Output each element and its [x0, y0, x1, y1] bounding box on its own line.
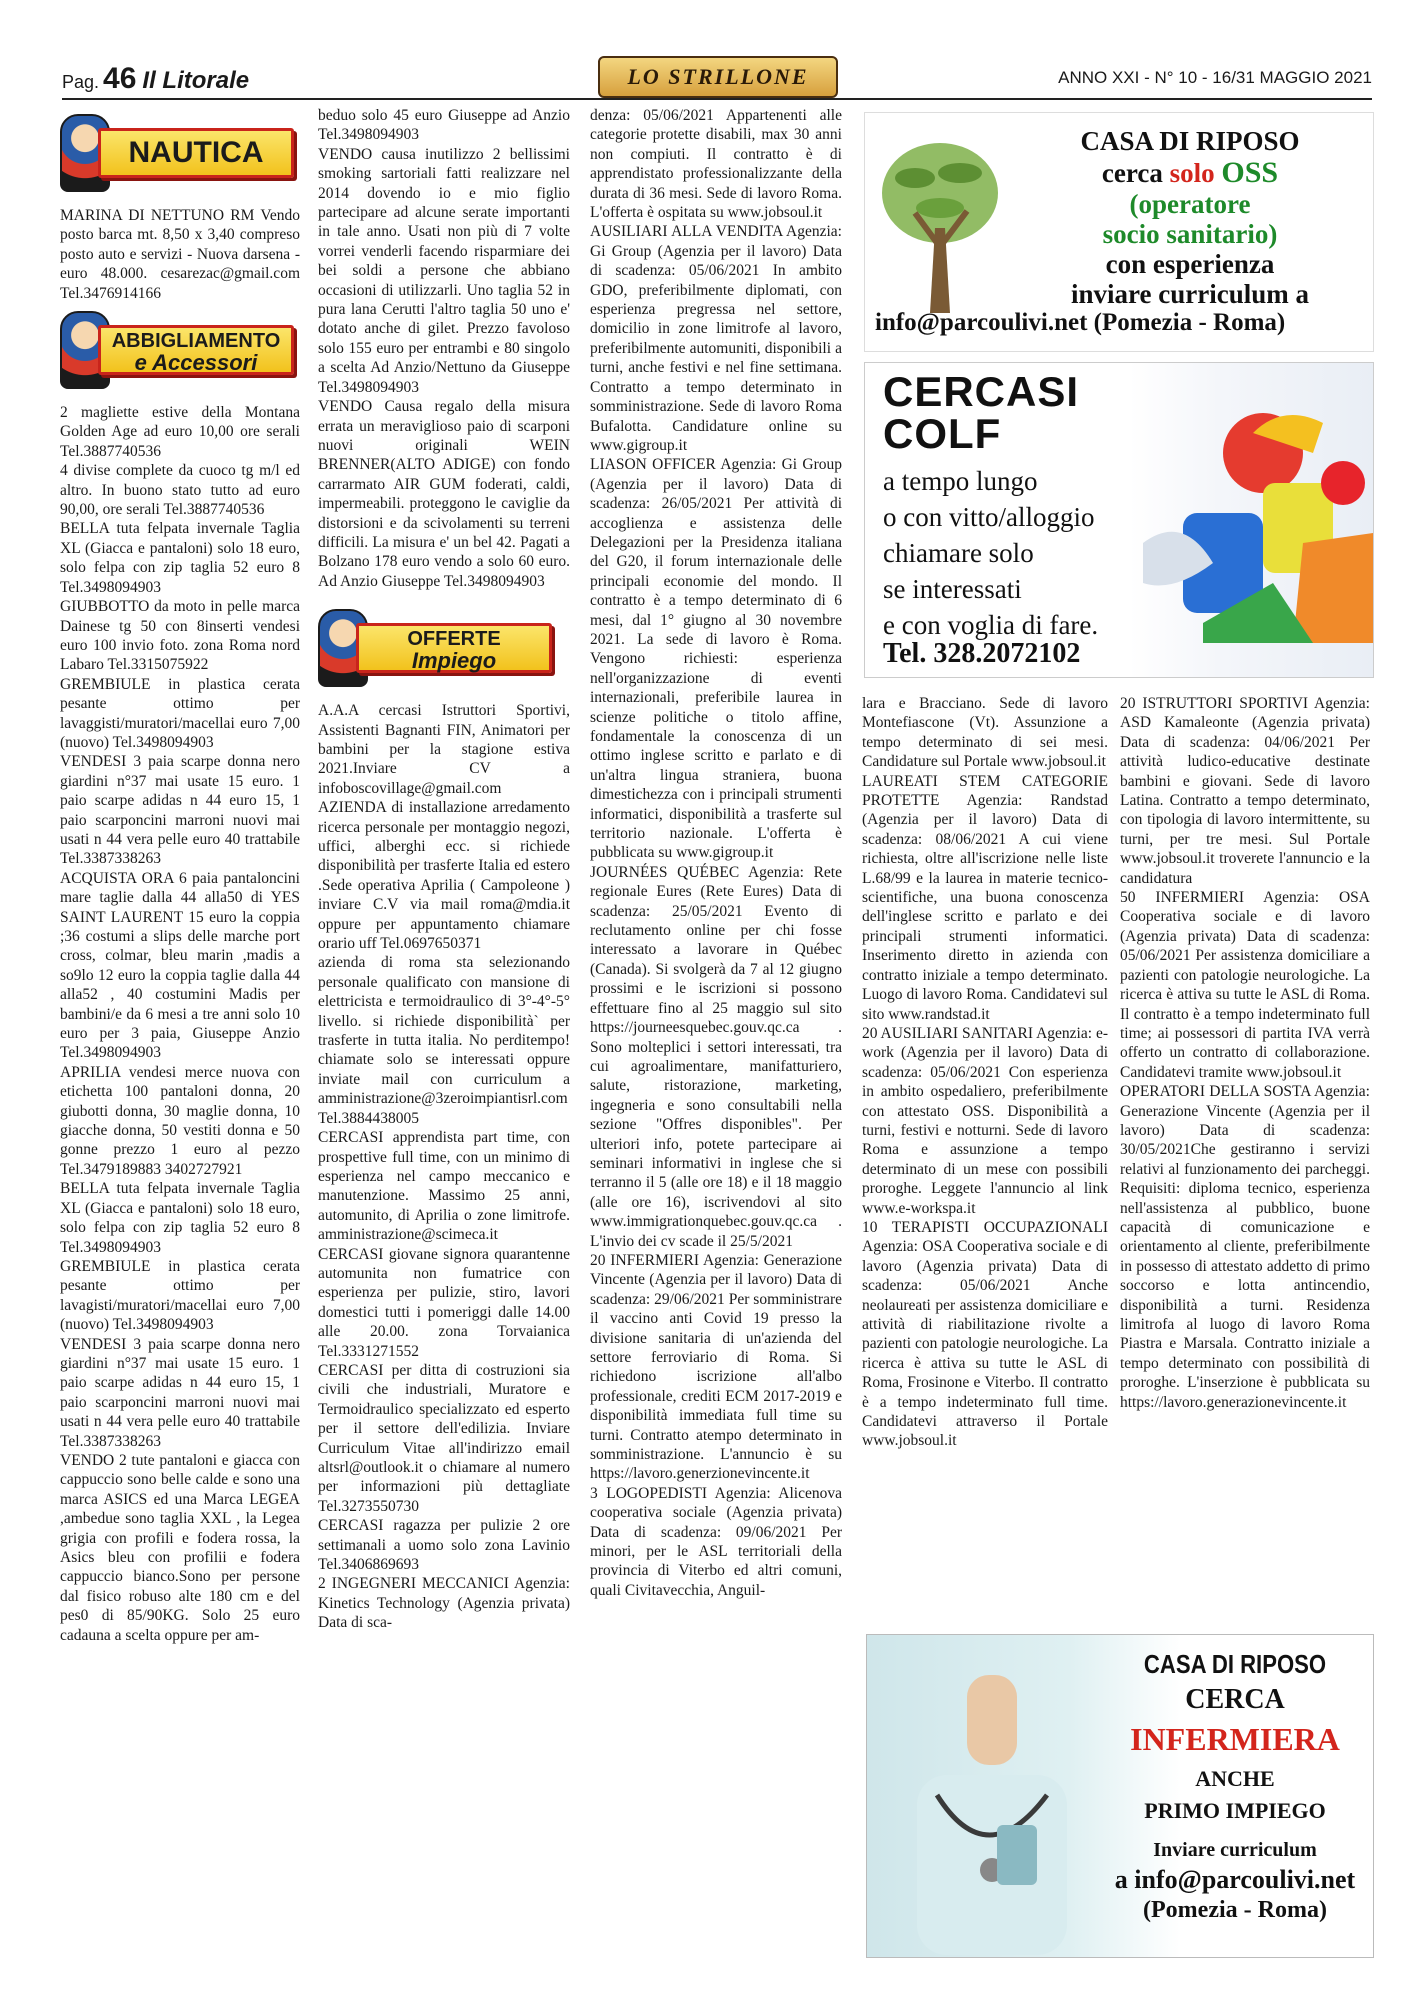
ad-colf-phone: Tel. 328.2072102 [883, 638, 1081, 669]
job-ad: denza: 05/06/2021 Appartenenti alle categorie protette disabili, max 30 anni non compiuti. Il contratto è di apprendistato professionalizzante della durata di 36 mesi. Sede di lavoro Roma. L'offerta è ospitata su www.jobsoul.it [590, 107, 842, 222]
classified-ad: MARINA DI NETTUNO RM Vendo posto barca mt. 8,50 x 3,40 compreso posto auto e servizi - Nuova darsena - euro 48.000. cesarezac@gmail.com Tel.3476914166 [60, 207, 300, 302]
section-banner-abbigliamento [60, 307, 300, 393]
ad-colf-line: a tempo lungo [883, 466, 1038, 496]
section-banner-offerte-impiego [318, 605, 570, 691]
classified-ad: VENDESI 3 paia scarpe donna nero giardini n°37 mai usate 15 euro. 1 paio scarpe adidas n 44 euro 15, 1 paio scarponcini marroni nuovi mai usati n 44 vera pelle euro 40 trattabile Tel.3387338263 [60, 753, 300, 868]
paper-name: Il Litorale [142, 67, 250, 94]
ad-oss-text [1015, 125, 1365, 309]
issue-info: ANNO XXI - N° 10 - 16/31 MAGGIO 2021 [1058, 68, 1372, 87]
job-ad: 20 ISTRUTTORI SPORTIVI Agenzia: ASD Kamaleonte (Agenzia privata) Data di scadenza: 04/06/2021 Per attività ludico-educative destinate bambini e giovani. Sede di lavoro Latina. Contratto a tempo determinato, con tipologia di lavoro intermittente, su turni, per tre mesi. Sul Portale www.jobsoul.it troverete l'annuncio e la candidatura [1120, 695, 1370, 887]
classified-ad: APRILIA vendesi merce nuova con etichetta 100 pantaloni donna, 20 giubotti donna, 30 maglie donna, 10 giacche donna, 50 vestiti donna e 50 gonne prezzo 1 euro al pezzo Tel.3479189883 3402727921 [60, 1063, 300, 1178]
classified-ad: GREMBIULE in plastica cerata pesante ottimo per lavaggisti/muratori/macellai euro 7,00 (nuovo) Tel.3498094903 [60, 675, 300, 751]
banner-label: NAUTICA [98, 128, 294, 178]
classified-ad: GREMBIULE in plastica cerata pesante ottimo per lavagisti/muratori/macellai euro 7,00 (nuovo) Tel.3498094903 [60, 1257, 300, 1334]
ad-colf-body [883, 463, 1098, 643]
job-ad: 3 LOGOPEDISTI Agenzia: Alicenova cooperativa sociale (Agenzia privata) Data di scadenza: 09/06/2021 Per minori, per le ASL territoriali della provincia di Viterbo ed altri comuni, quali Civitavecchia, Anguil- [590, 1484, 842, 1599]
ad-inf-line5: PRIMO IMPIEGO [1144, 1798, 1326, 1823]
classified-ad: GIUBBOTTO da moto in pelle marca Dainese tg 50 con 8inserti vendesi euro 100 invio foto. zona Roma nord Labaro Tel.3315075922 [60, 598, 300, 674]
ad-inf-line8: (Pomezia - Roma) [1143, 1897, 1327, 1923]
job-ad: 50 INFERMIERI Agenzia: OSA Cooperativa sociale e di lavoro (Agenzia privata) Data di scadenza: 05/06/2021 Per assistenza domiciliare a pazienti con patologie neurologiche. La ricerca è attiva su tutte le ASL di Roma. Il contratto è a tempo indeterminato full time; ai possessori di partita IVA verrà offerto un contratto di collaborazione. Candidatevi tramite www.jobsoul.it [1120, 889, 1370, 1081]
banner-label-line1: ABBIGLIAMENTO [111, 330, 281, 353]
job-ad: 2 INGEGNERI MECCANICI Agenzia: Kinetics Technology (Agenzia privata) Data di sca- [318, 1575, 570, 1632]
classified-ad: 4 divise complete da cuoco tg m/l ed altro. In buono stato tutto ad euro 90,00, ore serali Tel.3887740536 [60, 462, 300, 519]
ad-colf-line: e con voglia di fare. [883, 610, 1099, 640]
column-2 [318, 106, 570, 1633]
ad-oss-oss: OSS [1221, 156, 1279, 189]
classified-ad: VENDO Causa regalo della misura errata un meraviglioso paio di scarponi nuovi originali WEIN BRENNER(ALTO ADIGE) con fondo carrarmato AIR GUM foderati, caldi, impermeabili. proteggono le caviglie da distorsioni e da scivolamenti su terreni difficili. La misura e' un bel 42. Pagati a Bolzano 178 euro vendo a solo 60 euro. Ad Anzio Giuseppe Tel.3498094903 [318, 398, 570, 590]
ad-colf-title-line1: CERCASI [883, 368, 1080, 415]
ad-inf-line2: CERCA [1185, 1684, 1285, 1715]
ad-colf-title [883, 368, 1080, 457]
strillone-logo [598, 56, 838, 98]
column-5 [1120, 694, 1370, 1412]
job-ad: 10 TERAPISTI OCCUPAZIONALI Agenzia: OSA Cooperativa sociale e di lavoro (Agenzia privata) Data di scadenza: 05/06/2021 Anche neolaureati per assistenza domiciliare e attività di riabilitazione rivolte a pazienti con patologie neurologiche. La ricerca è attiva su tutte le ASL di Roma, Frosinone e Viterbo. Il contratto è a tempo indeterminato full time. Candidatevi attraverso il Portale www.jobsoul.it [862, 1218, 1108, 1450]
ad-inf-line6: Inviare curriculum [1153, 1839, 1317, 1861]
ad-oss-line3a: (operatore [1129, 189, 1251, 219]
ad-oss-line1: CASA DI RIPOSO [1080, 126, 1300, 156]
classified-ad: BELLA tuta felpata invernale Taglia XL (Giacca e pantaloni) solo 18 euro, solo felpa con zip taglia 52 euro 8 Tel.3498094903 [60, 520, 300, 596]
ad-oss-line4a: con esperienza [1105, 249, 1275, 279]
job-ad: CERCASI per ditta di costruzioni sia civili che industriali, Muratore e Termoidraulico specializzato ed esperto per il settore dell'edilizia. Inviare Curriculum Vitae all'indirizzo email altsrl@outlook.it o chiamare al numero per informazioni più dettagliate Tel.3273550730 [318, 1361, 570, 1515]
header-divider [62, 98, 1372, 100]
classified-ad: beduo solo 45 euro Giuseppe ad Anzio Tel.3498094903 [318, 107, 570, 144]
job-ad: AUSILIARI ALLA VENDITA Agenzia: Gi Group (Agenzia per il lavoro) Data di scadenza: 05/06/2021 In ambito GDO, preferibilmente diplomati, con esperienza pregressa nel settore, domicilio in zone limitrofe al lavoro, preferibilmente automuniti, disponibili a turni, anche festivi e nel fine settimana. Contratto a tempo determinato in somministrazione. Sede di lavoro Roma Bufalotta. Candidature online su www.gigroup.it [590, 223, 842, 454]
ad-oss-solo: solo [1169, 158, 1215, 188]
banner-label-line2: e Accessori [134, 350, 258, 376]
column-1 [60, 106, 300, 1645]
banner-label-line2: Impiego [411, 648, 497, 674]
ad-casa-riposo-oss [864, 112, 1374, 352]
banner-label-line1: OFFERTE [407, 628, 501, 651]
classified-ad: VENDESI 3 paia scarpe donna nero giardini n°37 mai usate 15 euro. 1 paio scarpe adidas n 44 euro 15, 1 paio scarponcini marroni nuovi mai usati n 44 vera pelle euro 40 trattabile Tel.3387338263 [60, 1335, 300, 1450]
ad-colf-line: o con vitto/alloggio [883, 502, 1095, 532]
ad-inf-line3: INFERMIERA [1130, 1721, 1340, 1757]
job-ad: CERCASI ragazza per pulizie 2 ore settimanali a uomo solo zona Lavinio Tel.3406869693 [318, 1517, 570, 1574]
job-ad: A.A.A cercasi Istruttori Sportivi, Assistenti Bagnanti FIN, Animatori per bambini per la stagione estiva 2021.Inviare CV a infoboscovillage@gmail.com [318, 702, 570, 797]
job-ad: OPERATORI DELLA SOSTA Agenzia: Generazione Vincente (Agenzia per il lavoro) Data di scadenza: 30/05/2021Che gestiranno i servizi relativi al funzionamento dei parcheggi. Requisiti: diploma tecnico, esperienza nell'assistenza al pubblico, buone capacità di comunicazione e orientamento al cliente, preferibilmente in possesso di attestato addetto di primo soccorso e lotta antincendio, disponibilità a turni. Residenza limitrofa al luogo di lavoro Roma Piastra e Marsala. Contratto iniziale a tempo determinato con possibilità di proroghe. L'inserzione è pubblicata su https://lavoro.generazionevincente.it [1120, 1083, 1370, 1411]
classified-ad: ACQUISTA ORA 6 paia pantaloncini mare taglie dalla 44 alla50 di YES SAINT LAURENT 15 euro la coppia ;36 costumi a slips delle marche port cross, colmar, bleu marin ,madis a so9lo 12 euro la coppia taglie dalla 44 alla52 , 40 costumini Madis per bambini/e da 6 mesi a tre anni solo 10 euro per 3 paia, Giuseppe Anzio Tel.3498094903 [60, 869, 300, 1062]
section-banner-nautica [60, 110, 300, 196]
ad-inf-line7: a info@parcoulivi.net [1114, 1865, 1356, 1894]
job-ad: 20 AUSILIARI SANITARI Agenzia: e-work (Agenzia per il lavoro) Data di scadenza: 05/06/2021 Con esperienza in ambito ospedaliero, preferibilmente con attestato OSS. Disponibilità a turni, festivi e notturni. Sede di lavoro Roma e assunzione a tempo determinato di un mese con possibili proroghe. Leggete l'annuncio al link www.e-workspa.it [862, 1024, 1108, 1217]
classified-ad: 2 magliette estive della Montana Golden Age ad euro 10,00 ore serali Tel.3887740536 [60, 404, 300, 460]
ad-cercasi-colf [864, 362, 1374, 678]
job-ad: azienda di roma sta selezionando personale qualificato con mansione di elettricista e termoidraulico di 3°-4°-5° livello. si richiede disponibilità` per trasferte in tutta italia. No perditempo! chiamate solo se interessati oppure inviate mail con curriculum a amministrazione@3zeroimpiantisrl.com Tel.3884438005 [318, 954, 570, 1127]
job-ad: AZIENDA di installazione arredamento ricerca personale per montaggio negozi, uffici, alberghi ecc. si richiede disponibilità per trasferte Italia ed estero .Sede operativa Aprilia ( Campoleone ) inviare C.V via mail roma@mdia.it oppure per appuntamento chiamare orario uff Tel.0697650371 [318, 799, 570, 953]
cleaning-supplies-photo [1143, 393, 1373, 643]
ad-infermiera-text [1107, 1647, 1363, 1925]
job-ad: CERCASI giovane signora quarantenne automunita non fumatrice con esperienza per pulizie, stiro, lavori domestici tutti i pomeriggi dalle 14.00 alle 20.00. zona Torvaianica Tel.3331271552 [318, 1245, 570, 1360]
job-ad: JOURNÉES QUÉBEC Agenzia: Rete regionale Eures (Rete Eures) Data di scadenza: 25/05/2021 Evento di reclutamento online per chi fosse interessato a lavorare in Québec (Canada). Si svolgerà da 7 al 12 giugno prossimi e le iscrizioni si possono effettuare fino al 25 maggio sul sito https://journeesquebec.gouv.qc.ca . Sono molteplici i settori interessati, tra cui agroalimentare, manifatturiero, salute, ristorazione, marketing, ingegneria e sono consultabili nella sezione "Offres disponibles". Per ulteriori info, potete partecipare ai seminari informativi in inglese che si terranno il 5 (alle ore 18) e il 18 maggio (alle ore 16), iscrivendovi al sito www.immigrationquebec.gouv.qc.ca . L'invio dei cv scade il 25/5/2021 [590, 863, 842, 1250]
ad-colf-line: chiamare solo [883, 538, 1034, 568]
job-ad: LIASON OFFICER Agenzia: Gi Group (Agenzia per il lavoro) Data di scadenza: 26/05/2021 Per attività di accoglienza e assistenza delle Delegazioni per la Presidenza italiana del G20, il forum internazionale delle principali economie del mondo. Il contratto è a tempo determinato di 6 mesi, dal 1° giugno al 30 novembre 2021. La sede di lavoro è Roma. Vengono richiesti: esperienza nell'organizzazione di eventi internazionali, preferibile laurea in scienze politiche o titolo affine, fondamentale la conoscenza di un ottimo inglese scritto e parlato e di un'altra lingua straniera, buona dimestichezza con i principali strumenti informatici, disponibilità a trasferte sul territorio nazionale. L'offerta è pubblicata su www.gigroup.it [590, 456, 842, 862]
ad-oss-line4b: inviare curriculum a [1071, 279, 1309, 309]
job-ad: lara e Bracciano. Sede di lavoro Montefiascone (Vt). Assunzione a tempo determinato di sei mesi. Candidature sul Portale www.jobsoul.it [862, 695, 1108, 771]
banner-label [356, 623, 552, 673]
ad-colf-line: se interessati [883, 574, 1022, 604]
nurse-photo [877, 1655, 1097, 1955]
classified-ad: VENDO 2 tute pantaloni e giacca con cappuccio sono belle calde e sono una marca ASICS ed una Marca LEGEA ,ambedue sono taglia XXL , la Legea grigia con profili e fodera rossa, la Asics bleu con profilii e fodera cappuccio bianco.Sono per persone dal fisico robuso alte 180 cm e del pes0 di 85/90KG. Solo 25 euro cadauna a scelta oppure per am- [60, 1451, 300, 1644]
olive-tree-icon [875, 133, 1005, 323]
ad-oss-contact: info@parcoulivi.net (Pomezia - Roma) [875, 309, 1286, 336]
ad-oss-cerca: cerca [1101, 158, 1163, 188]
column-4 [862, 694, 1108, 1451]
logo-text: LO STRILLONE [627, 64, 809, 89]
ad-inf-line1: CASA DI RIPOSO [1143, 1649, 1327, 1679]
banner-label [98, 325, 294, 375]
ad-inf-line4: ANCHE [1195, 1766, 1275, 1791]
column-3 [590, 106, 842, 1600]
page-prefix: Pag. [62, 72, 100, 92]
ad-casa-riposo-infermiera [866, 1634, 1374, 1958]
job-ad: 20 INFERMIERI Agenzia: Generazione Vincente (Agenzia per il lavoro) Data di scadenza: 29/06/2021 Per somministrare il vaccino anti Covid 19 presso la divisione sanitaria di un'azienda del settore ferroviario di Roma. Si richiedono iscrizione all'albo professionale, crediti ECM 2017-2019 e disponibilità immediata full time su turni. Contratto atempo determinato in somministrazione. L'annuncio è su https://lavoro.generzionevincente.it [590, 1251, 842, 1483]
ad-oss-line2 [1015, 157, 1365, 189]
ad-colf-title-line2: COLF [883, 410, 1002, 457]
page-number: 46 [103, 62, 137, 95]
job-ad: LAUREATI STEM CATEGORIE PROTETTE Agenzia: Randstad (Agenzia per il lavoro) Data di scadenza: 08/06/2021 A cui viene richiesta, oltre all'iscrizione nelle liste L.68/99 e la laurea in materie tecnico-scientifiche, una buona conoscenza dell'inglese scritto e parlato e dei principali strumenti informatici. Inserimento diretto in azienda con contratto iniziale a tempo determinato. Luogo di lavoro Roma. Candidatevi sul sito www.randstad.it [862, 772, 1108, 1023]
job-ad: CERCASI apprendista part time, con prospettive full time, con un minimo di esperienza nel campo meccanico e manutenzione. Massimo 25 anni, automunito, di Aprilia o zone limitrofe. amministrazione@scimeca.it [318, 1129, 570, 1244]
classified-ad: BELLA tuta felpata invernale Taglia XL (Giacca e pantaloni) solo 18 euro, solo felpa con zip taglia 52 euro 8 Tel.3498094903 [60, 1180, 300, 1256]
page-header [62, 62, 1372, 98]
ad-oss-line3b: socio sanitario) [1102, 219, 1278, 249]
classified-ad: VENDO causa inutilizzo 2 bellissimi smoking sartoriali fatti realizzare nel 2014 dovendo io e mio figlio partecipare ad alcune serate importanti in tale anno. Usati non più di 7 volte vorrei venderli facendo risparmiare dei bei soldi a persone che abbiano occasioni di utilizzarli. Uno taglia 52 in pura lana Cerutti l'altro taglia 50 uno e' dotato anche di gilet. Prezzo favoloso solo 155 euro per entrambi e 80 singolo a scelta Ad Anzio/Nettuno da Giuseppe Tel.3498094903 [318, 145, 570, 396]
page-label [62, 62, 249, 96]
